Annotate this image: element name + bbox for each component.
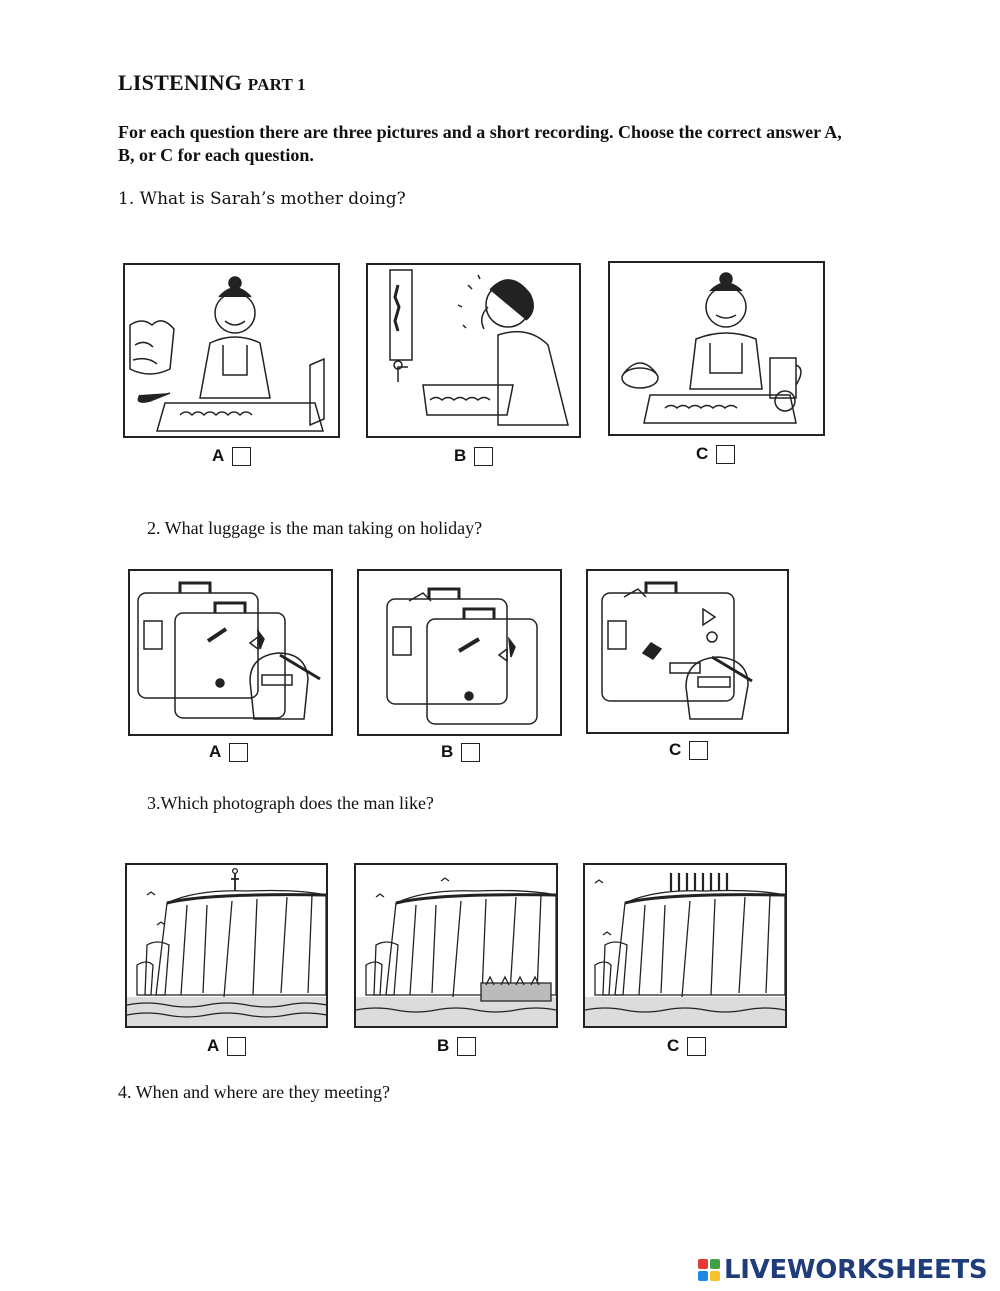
q3-picture-b [354,863,558,1028]
answer-checkbox[interactable] [227,1037,246,1056]
option-label: B [454,446,467,465]
question-4: 4. When and where are they meeting? [118,1082,391,1102]
q1-picture-c [608,261,825,436]
page-title [118,70,306,96]
option-label: B [441,742,454,761]
q1-picture-b [366,263,581,438]
q3-option-c [667,1036,706,1056]
option-label: A [207,1036,220,1055]
title-sub: PART 1 [247,75,306,94]
option-label: A [212,446,225,465]
answer-checkbox[interactable] [687,1037,706,1056]
option-label: C [669,740,682,759]
answer-checkbox[interactable] [689,741,708,760]
q1-option-b [454,446,493,466]
answer-checkbox[interactable] [716,445,735,464]
q1-option-a [212,446,251,466]
q1-option-c [696,444,735,464]
liveworksheets-logo [698,1255,987,1285]
answer-checkbox[interactable] [232,447,251,466]
q2-picture-b [357,569,562,736]
option-label: C [696,444,709,463]
q1-picture-a [123,263,340,438]
question-1: 1. What is Sarah’s mother doing? [118,189,406,209]
title-main: LISTENING [118,70,243,95]
brand-name: LIVEWORKSHEETS [724,1255,988,1285]
question-3: 3.Which photograph does the man like? [147,793,434,813]
answer-checkbox[interactable] [229,743,248,762]
question-2: 2. What luggage is the man taking on holiday? [147,518,483,538]
q3-option-a [207,1036,246,1056]
q2-picture-c [586,569,789,734]
answer-checkbox[interactable] [461,743,480,762]
q2-option-b [441,742,480,762]
option-label: A [209,742,222,761]
q3-option-b [437,1036,476,1056]
option-label: C [667,1036,680,1055]
answer-checkbox[interactable] [474,447,493,466]
answer-checkbox[interactable] [457,1037,476,1056]
q3-picture-c [583,863,787,1028]
logo-squares-icon [698,1259,720,1281]
option-label: B [437,1036,450,1055]
q2-picture-a [128,569,333,736]
q2-option-c [669,740,708,760]
q2-option-a [209,742,248,762]
q3-picture-a [125,863,328,1028]
instructions: For each question there are three pictures and a short recording. Choose the correct answer A, B, or C for each question. [118,122,842,165]
